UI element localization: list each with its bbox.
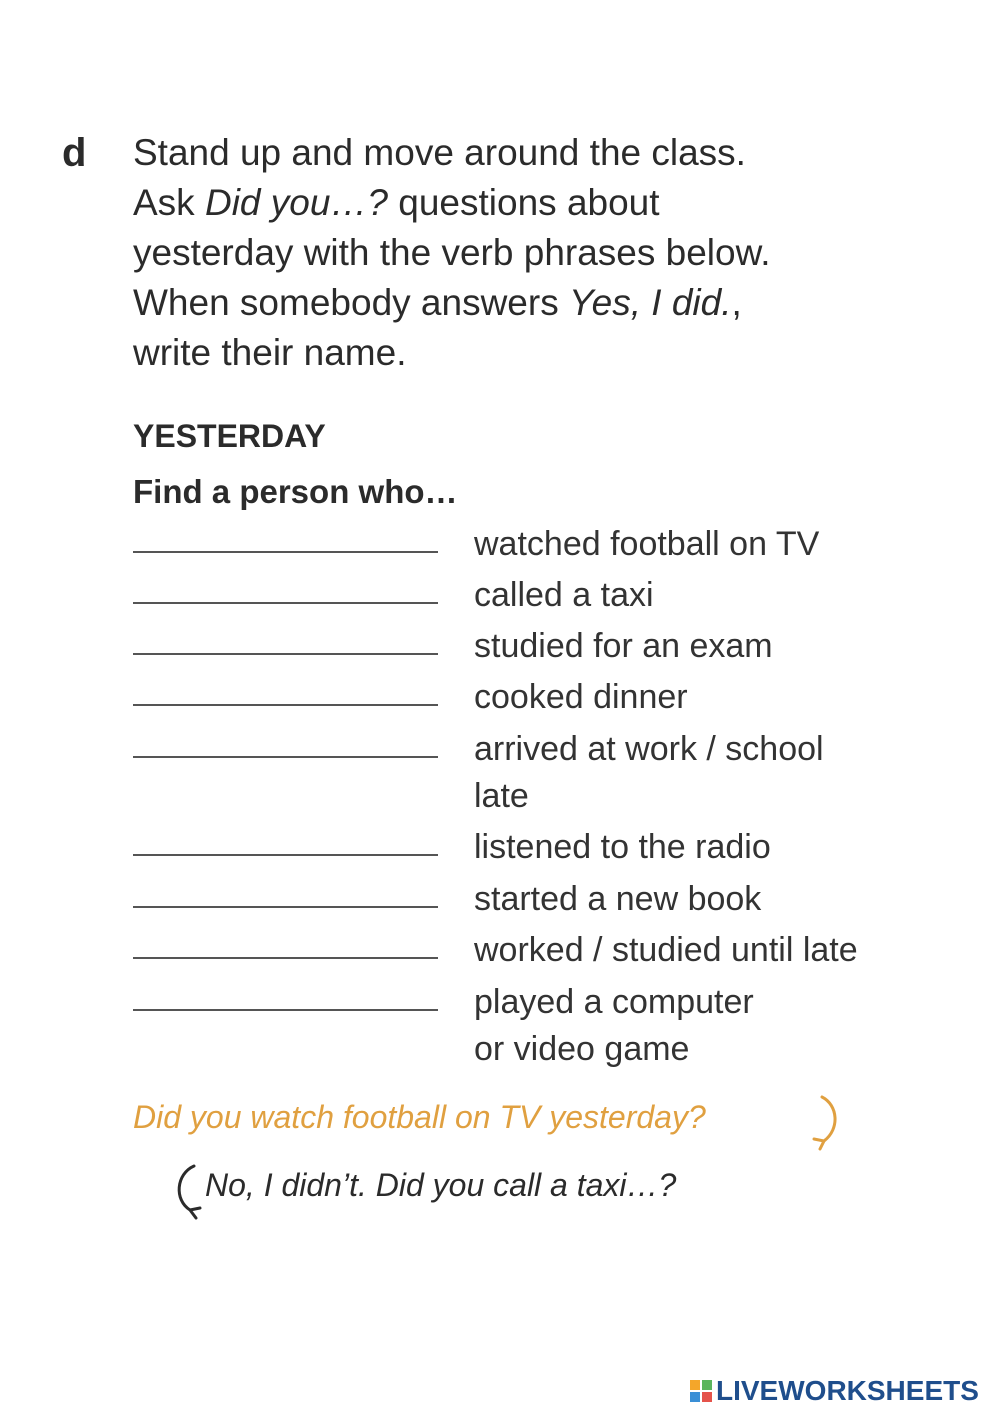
instructions-line-1: Stand up and move around the class. bbox=[133, 132, 746, 173]
name-blank[interactable] bbox=[133, 854, 438, 856]
list-item bbox=[133, 979, 953, 1079]
name-blank[interactable] bbox=[133, 704, 438, 706]
instructions-line-3: yesterday with the verb phrases below. bbox=[133, 232, 771, 273]
verb-phrase: started a new book bbox=[474, 880, 762, 918]
verb-phrase: played a computer bbox=[474, 983, 754, 1021]
verb-phrase: worked / studied until late bbox=[474, 931, 858, 969]
list-item bbox=[133, 726, 953, 826]
list-item bbox=[133, 521, 953, 571]
name-blank[interactable] bbox=[133, 957, 438, 959]
instructions-line-4-post: , bbox=[731, 282, 742, 323]
verb-phrase: arrived at work / school bbox=[474, 730, 824, 768]
instructions bbox=[133, 128, 933, 378]
instructions-line-2-pre: Ask bbox=[133, 182, 205, 223]
example-question: Did you watch football on TV yesterday? bbox=[133, 1099, 706, 1135]
list-item bbox=[133, 824, 953, 874]
example-answer: No, I didn’t. Did you call a taxi…? bbox=[205, 1167, 677, 1203]
liveworksheets-logo bbox=[690, 1375, 979, 1407]
name-blank[interactable] bbox=[133, 1009, 438, 1011]
list-item bbox=[133, 674, 953, 724]
speech-bubble-tail-icon bbox=[800, 1093, 844, 1153]
verb-phrase: listened to the radio bbox=[474, 828, 771, 866]
name-blank[interactable] bbox=[133, 756, 438, 758]
name-blank[interactable] bbox=[133, 551, 438, 553]
activity-heading: YESTERDAY bbox=[133, 418, 326, 454]
instructions-line-4-italic: Yes, I did. bbox=[568, 282, 732, 323]
list-item bbox=[133, 623, 953, 673]
instructions-line-4 bbox=[133, 278, 933, 328]
list-item bbox=[133, 876, 953, 926]
brand-name: LIVEWORKSHEETS bbox=[716, 1375, 979, 1406]
verb-phrase: watched football on TV bbox=[474, 525, 820, 563]
section-letter: d bbox=[62, 131, 87, 175]
list-item bbox=[133, 927, 953, 977]
verb-phrase: called a taxi bbox=[474, 576, 654, 614]
activity-subheading: Find a person who… bbox=[133, 473, 458, 510]
instructions-line-2-italic: Did you…? bbox=[204, 182, 388, 223]
verb-phrase-continued: or video game bbox=[474, 1030, 690, 1068]
instructions-line-2-post: questions about bbox=[388, 182, 660, 223]
instructions-line-5: write their name. bbox=[133, 332, 407, 373]
name-blank[interactable] bbox=[133, 653, 438, 655]
verb-phrase: cooked dinner bbox=[474, 678, 688, 716]
instructions-line-2 bbox=[133, 178, 933, 228]
name-blank[interactable] bbox=[133, 906, 438, 908]
verb-phrase: studied for an exam bbox=[474, 627, 773, 665]
name-blank[interactable] bbox=[133, 602, 438, 604]
instructions-line-4-pre: When somebody answers bbox=[133, 282, 569, 323]
logo-grid-icon bbox=[690, 1380, 712, 1402]
verb-phrase-continued: late bbox=[474, 777, 529, 815]
list-item bbox=[133, 572, 953, 622]
